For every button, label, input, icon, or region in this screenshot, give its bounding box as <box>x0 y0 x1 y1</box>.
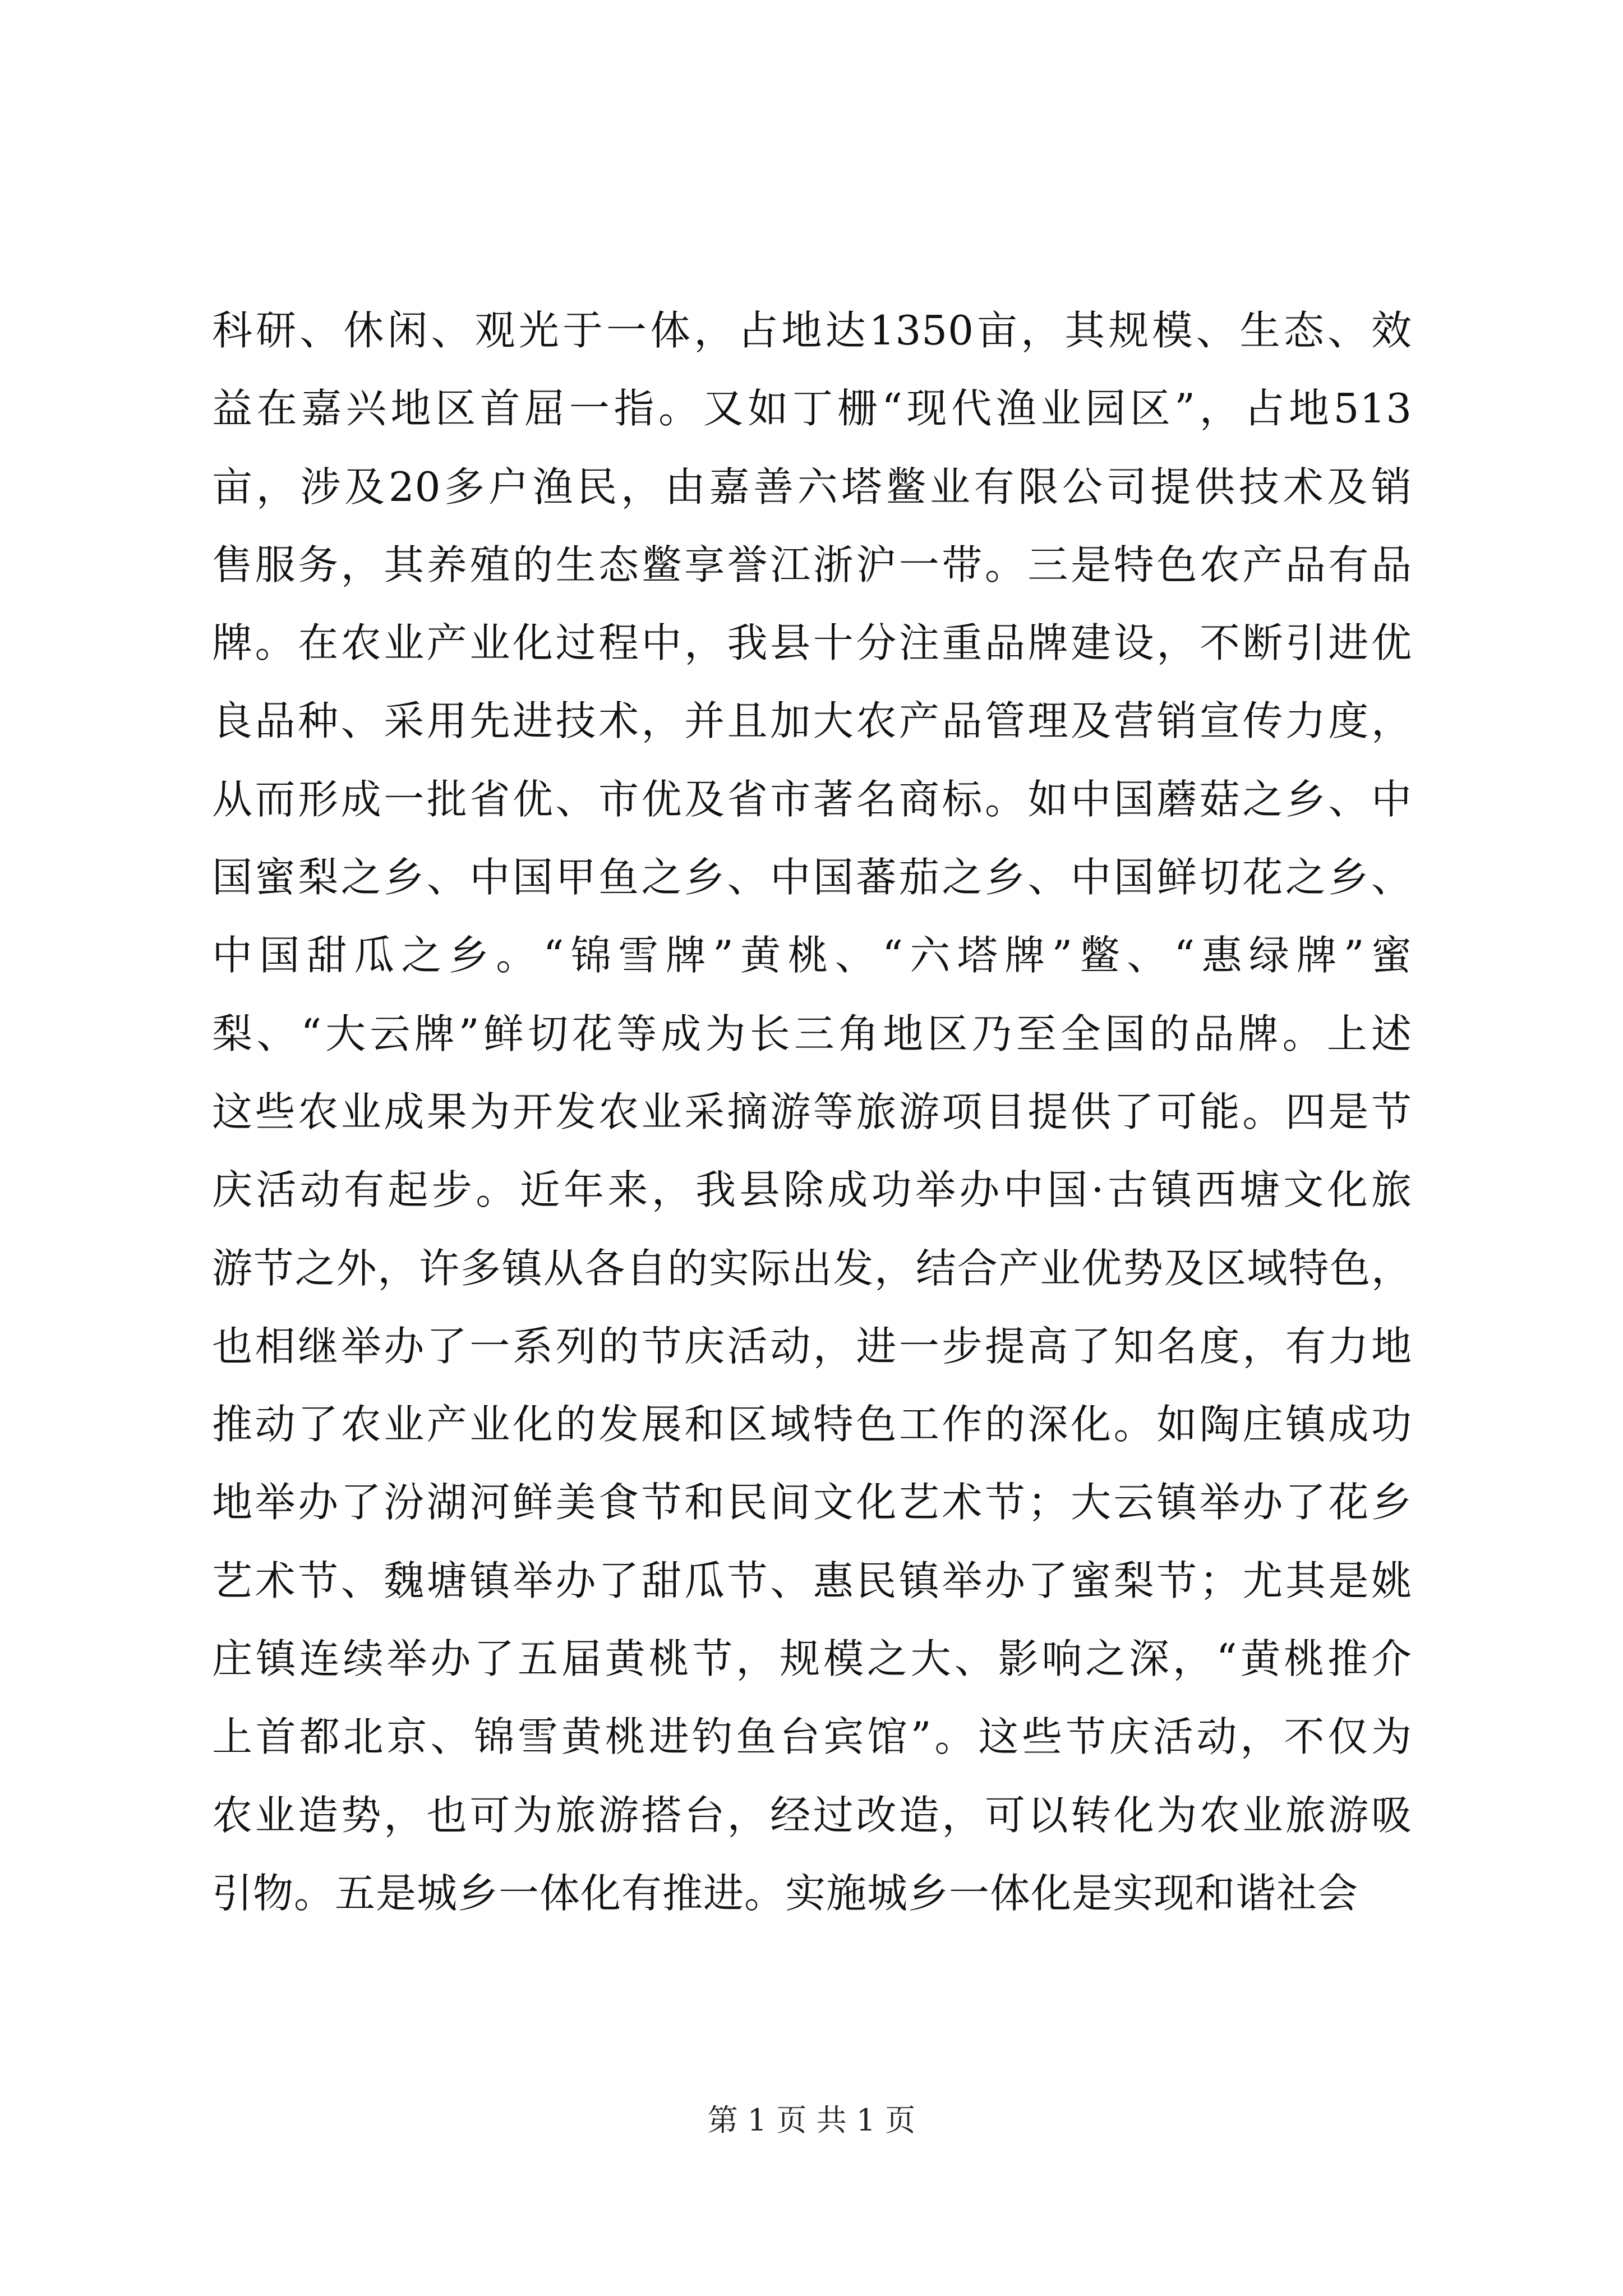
text-line: 中国甜瓜之乡。“锦雪牌”黄桃、“六塔牌”鳖、“惠绿牌”蜜 <box>212 932 1412 979</box>
text-line: 科研、休闲、观光于一体，占地达1350亩，其规模、生态、效 <box>212 307 1412 354</box>
text-line: 良品种、采用先进技术，并且加大农产品管理及营销宣传力度， <box>212 697 1412 745</box>
text-line: 牌。在农业产业化过程中，我县十分注重品牌建设，不断引进优 <box>212 619 1412 667</box>
text-line: 售服务，其养殖的生态鳖享誉江浙沪一带。三是特色农产品有品 <box>212 541 1412 588</box>
text-line: 也相继举办了一系列的节庆活动，进一步提高了知名度，有力地 <box>212 1322 1412 1370</box>
text-line: 这些农业成果为开发农业采摘游等旅游项目提供了可能。四是节 <box>212 1088 1412 1135</box>
text-line: 梨、“大云牌”鲜切花等成为长三角地区乃至全国的品牌。上述 <box>212 1010 1412 1057</box>
text-line: 庄镇连续举办了五届黄桃节，规模之大、影响之深，“黄桃推介 <box>212 1635 1412 1683</box>
body-paragraph <box>212 292 1412 1932</box>
text-line: 上首都北京、锦雪黄桃进钓鱼台宾馆”。这些节庆活动，不仅为 <box>212 1713 1412 1761</box>
text-line: 推动了农业产业化的发展和区域特色工作的深化。如陶庄镇成功 <box>212 1401 1412 1448</box>
text-line: 农业造势，也可为旅游搭台，经过改造，可以转化为农业旅游吸 <box>212 1791 1412 1839</box>
text-line: 益在嘉兴地区首屈一指。又如丁栅“现代渔业园区”，占地513 <box>212 385 1412 432</box>
text-line: 国蜜梨之乡、中国甲鱼之乡、中国蕃茄之乡、中国鲜切花之乡、 <box>212 854 1412 901</box>
text-line: 艺术节、魏塘镇举办了甜瓜节、惠民镇举办了蜜梨节；尤其是姚 <box>212 1557 1412 1604</box>
text-line: 游节之外，许多镇从各自的实际出发，结合产业优势及区域特色， <box>212 1244 1412 1292</box>
page-number-footer: 第 1 页 共 1 页 <box>707 2102 916 2138</box>
text-line: 引物。五是城乡一体化有推进。实施城乡一体化是实现和谐社会 <box>212 1869 1359 1917</box>
text-line: 庆活动有起步。近年来，我县除成功举办中国·古镇西塘文化旅 <box>212 1166 1412 1214</box>
text-line: 地举办了汾湖河鲜美食节和民间文化艺术节；大云镇举办了花乡 <box>212 1479 1412 1526</box>
text-line: 从而形成一批省优、市优及省市著名商标。如中国蘑菇之乡、中 <box>212 775 1412 823</box>
text-line: 亩，涉及20多户渔民，由嘉善六塔鳖业有限公司提供技术及销 <box>212 463 1412 510</box>
